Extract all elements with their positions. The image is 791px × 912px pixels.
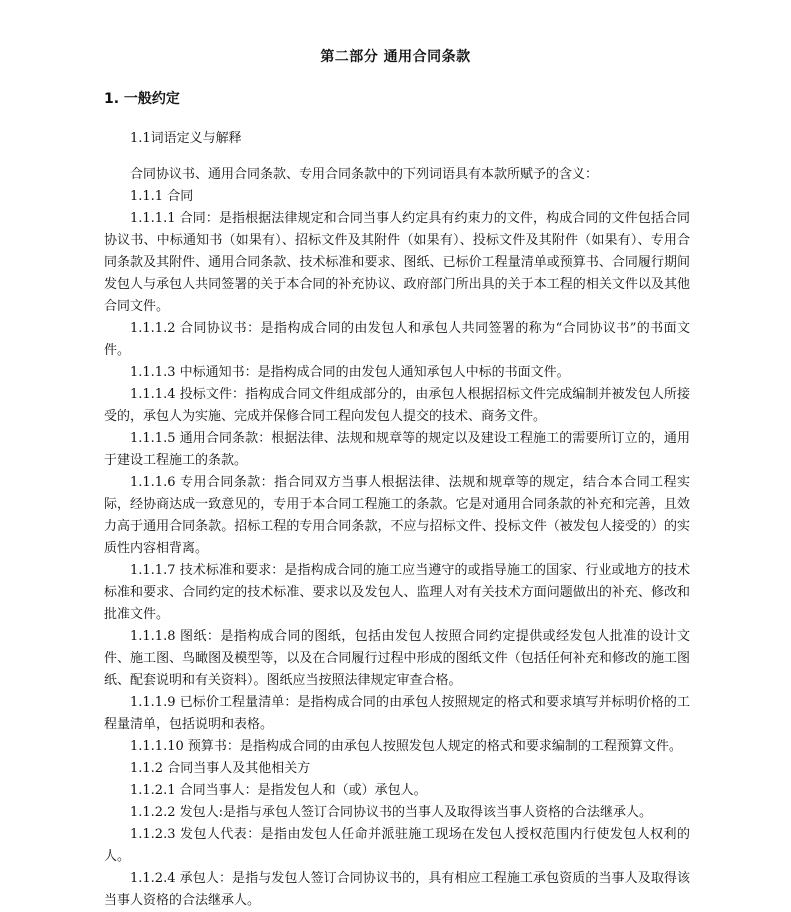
paragraph: 1.1.2.3 发包人代表：是指由发包人任命并派驻施工现场在发包人授权范围内行使发包人权利的人。: [104, 827, 690, 864]
paragraph: 1.1.1 合同: [130, 189, 194, 204]
paragraph: 1.1.1.9 已标价工程量清单：是指构成合同的由承包人按照规定的格式和要求填写并标明价格的工程量清单，包括说明和表格。: [104, 695, 690, 732]
document-title: 第二部分 通用合同条款: [320, 49, 471, 65]
paragraph: 1.1.1.6 专用合同条款：指合同双方当事人根据法律、法规和规章等的规定，结合本合同工程实际，经协商达成一致意见的，专用于本合同工程施工的条款。它是对通用合同条款的补充和完善，且效力高于通用合同条款。招标工程的专用合同条款，不应与招标文件、投标文件（被发包人接受的）的实质性内容相背离。: [104, 475, 690, 556]
paragraph: 1.1.1.2 合同协议书：是指构成合同的由发包人和承包人共同签署的称为“合同协议书”的书面文件。: [104, 321, 690, 358]
paragraph: 1.1.1.5 通用合同条款：根据法律、法规和规章等的规定以及建设工程施工的需要所订立的，通用于建设工程施工的条款。: [104, 431, 690, 468]
paragraph: 1.1.2.4 承包人：是指与发包人签订合同协议书的，具有相应工程施工承包资质的当事人及取得该当事人资格的合法继承人。: [104, 871, 690, 908]
paragraph: 1.1.1.1 合同：是指根据法律规定和合同当事人约定具有约束力的文件，构成合同的文件包括合同协议书、中标通知书（如果有）、招标文件及其附件（如果有）、投标文件及其附件（如果有）、专用合同条款及其附件、通用合同条款、技术标准和要求、图纸、已标价工程量清单或预算书、合同履行期间发包人与承包人共同签署的关于本合同的补充协议、政府部门所出具的关于本工程的相关文件以及其他合同文件。: [104, 211, 690, 314]
paragraph: 1.1.1.3 中标通知书：是指构成合同的由发包人通知承包人中标的书面文件。: [130, 365, 570, 380]
subsection-heading: 1.1词语定义与解释: [130, 131, 242, 146]
document-body: [104, 120, 690, 912]
paragraph: 1.1.2 合同当事人及其他相关方: [130, 761, 311, 776]
paragraph: 1.1.1.4 投标文件：指构成合同文件组成部分的，由承包人根据招标文件完成编制并被发包人所接受的，承包人为实施、完成并保修合同工程向发包人提交的技术、商务文件。: [104, 387, 690, 424]
paragraph: 1.1.2.1 合同当事人：是指发包人和（或）承包人。: [130, 783, 427, 798]
paragraph: 合同协议书、通用合同条款、专用合同条款中的下列词语具有本款所赋予的含义：: [130, 167, 599, 182]
section-heading: 1. 一般约定: [104, 91, 180, 107]
paragraph: 1.1.1.8 图纸：是指构成合同的图纸，包括由发包人按照合同约定提供或经发包人批准的设计文件、施工图、鸟瞰图及模型等，以及在合同履行过程中形成的图纸文件（包括任何补充和修改的施工图纸、配套说明和有关资料）。图纸应当按照法律规定审查合格。: [104, 629, 690, 688]
paragraph: 1.1.1.10 预算书：是指构成合同的由承包人按照发包人规定的格式和要求编制的工程预算文件。: [130, 739, 682, 754]
paragraph: 1.1.1.7 技术标准和要求：是指构成合同的施工应当遵守的或指导施工的国家、行业或地方的技术标准和要求、合同约定的技术标准、要求以及发包人、监理人对有关技术方面问题做出的补充、修改和批准文件。: [104, 563, 690, 622]
paragraph: 1.1.2.2 发包人:是指与承包人签订合同协议书的当事人及取得该当事人资格的合法继承人。: [130, 805, 652, 820]
